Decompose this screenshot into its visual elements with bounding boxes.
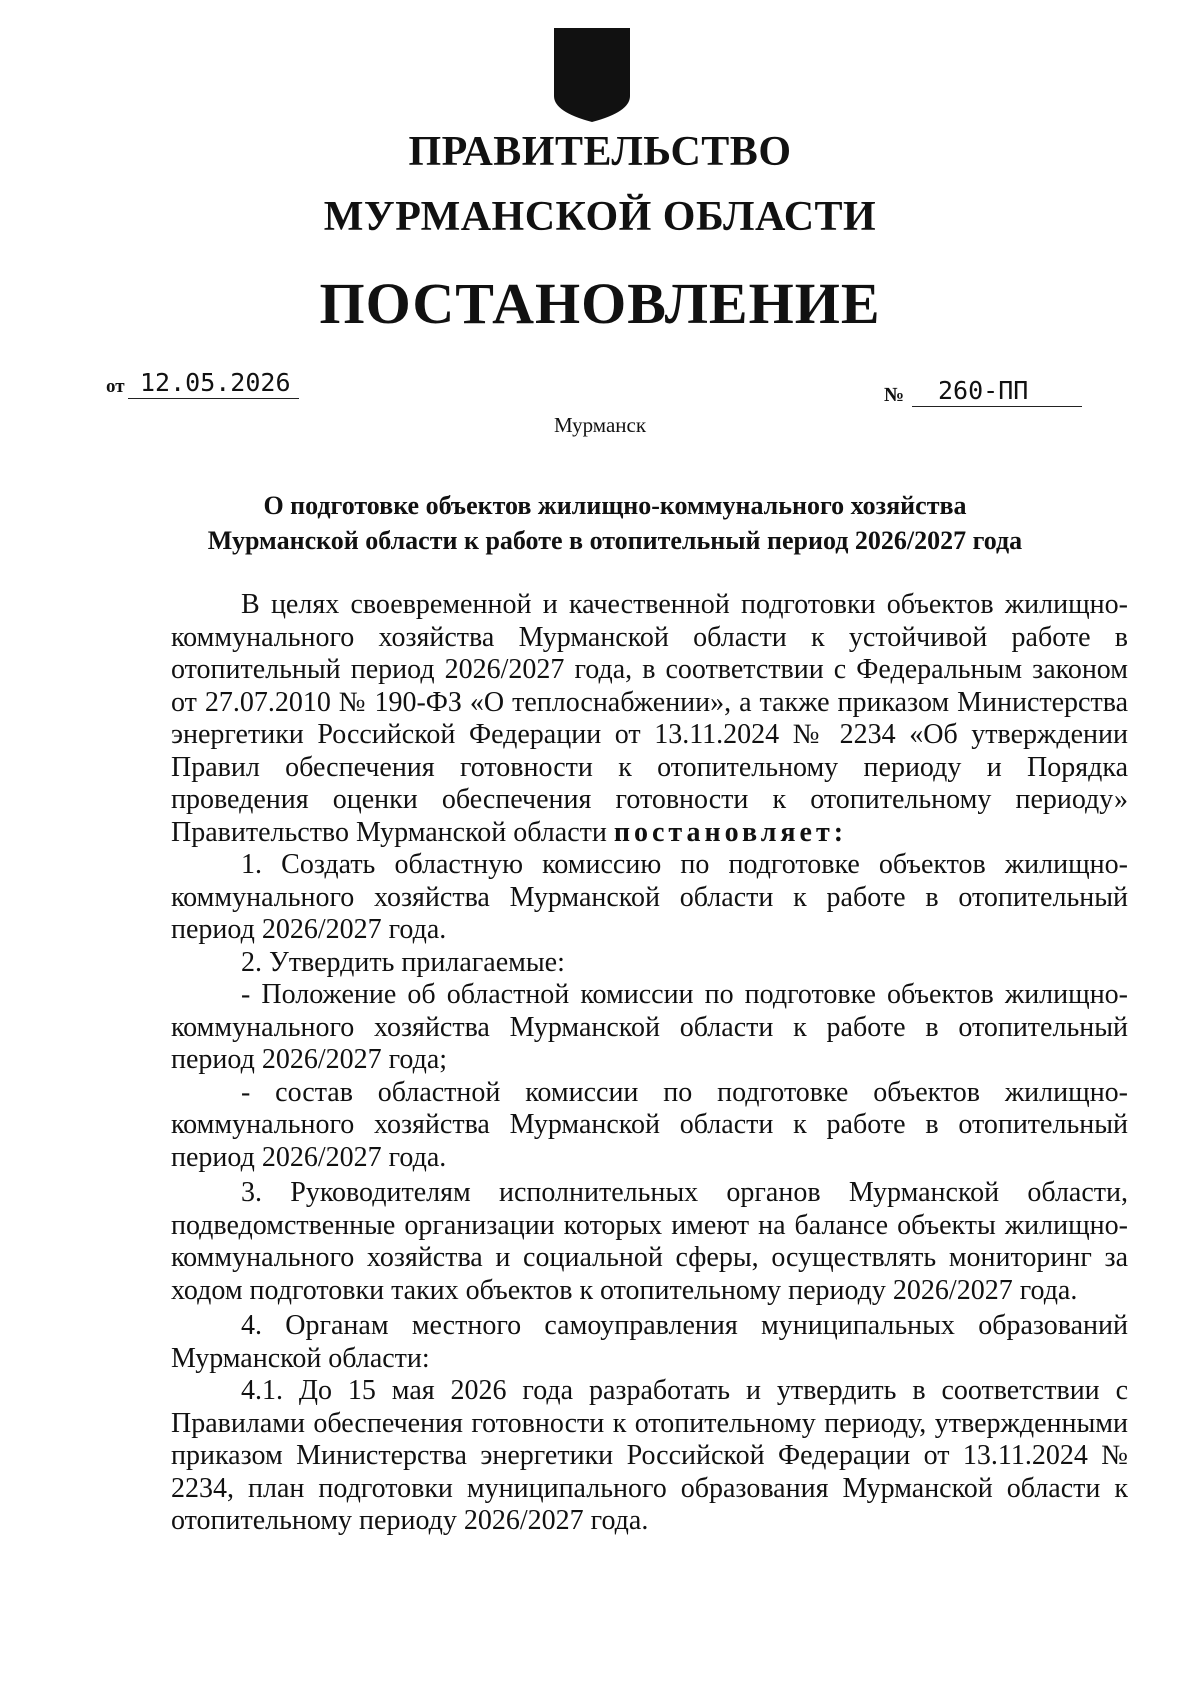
government-name-line2: МУРМАНСКОЙ ОБЛАСТИ — [323, 194, 877, 240]
item-3: 3. Руководителям исполнительных органов Мурманской области, подведомственные организации которых имеют на балансе объекты жилищно-коммунального хозяйства и социальной сферы, осуществлять мониторинг за ходом подготовки таких объектов к отопительному периоду 2026/2027 года. — [171, 1177, 1128, 1306]
item-2b: - состав областной комиссии по подготовке объектов жилищно-коммунального хозяйства Мурманской области к работе в отопительный период 2026/2027 года. — [171, 1076, 1128, 1173]
decree-word: постановляет: — [613, 816, 848, 848]
document-body — [171, 589, 1128, 1538]
item-4: 4. Органам местного самоуправления муниципальных образований Мурманской области: — [171, 1310, 1128, 1374]
coat-of-arms-icon — [552, 26, 632, 124]
document-title-line1: О подготовке объектов жилищно-коммунального хозяйства — [263, 491, 967, 520]
government-name-line1: ПРАВИТЕЛЬСТВО — [408, 129, 792, 175]
preamble-paragraph — [171, 589, 1128, 849]
document-type: ПОСТАНОВЛЕНИЕ — [319, 271, 881, 336]
item-2a: - Положение об областной комиссии по подготовке объектов жилищно-коммунального хозяйства Мурманской области к работе в отопительный период 2026/2027 года; — [171, 979, 1128, 1075]
item-2: 2. Утвердить прилагаемые: — [241, 946, 565, 978]
date-prefix: от — [106, 376, 125, 397]
item-4-1: 4.1. До 15 мая 2026 года разработать и утвердить в соответствии с Правилами обеспечения готовности к отопительному периоду, утвержденными приказом Министерства энергетики Российской Федерации от 13.11.2024 № 2234, план подготовки муниципального образования Мурманской области к отопительному периоду 2026/2027 года. — [171, 1375, 1128, 1536]
document-title-line2: Мурманской области к работе в отопительный период 2026/2027 года — [207, 526, 1023, 555]
document-title — [150, 488, 1080, 558]
item-1: 1. Создать областную комиссию по подготовке объектов жилищно-коммунального хозяйства Мурманской области к работе в отопительный период 2026/2027 года. — [171, 849, 1128, 945]
preamble-text: В целях своевременной и качественной подготовки объектов жилищно-коммунального хозяйства Мурманской области к устойчивой работе в отопительный период 2026/2027 года, в соответствии с Федеральным законом от 27.07.2010 № 190-ФЗ «О теплоснабжении», а также приказом Министерства энергетики Российской Федерации от 13.11.2024 № 2234 «Об утверждении Правил обеспечения готовности к отопительному периоду и Порядка проведения оценки обеспечения готовности к отопительному периоду» Правительство Мурманской области — [171, 589, 1128, 848]
document-number: 260-ПП — [912, 376, 1082, 407]
city-name: Мурманск — [553, 413, 647, 437]
number-sign: № — [884, 384, 905, 406]
document-date: 12.05.2026 — [128, 368, 299, 399]
